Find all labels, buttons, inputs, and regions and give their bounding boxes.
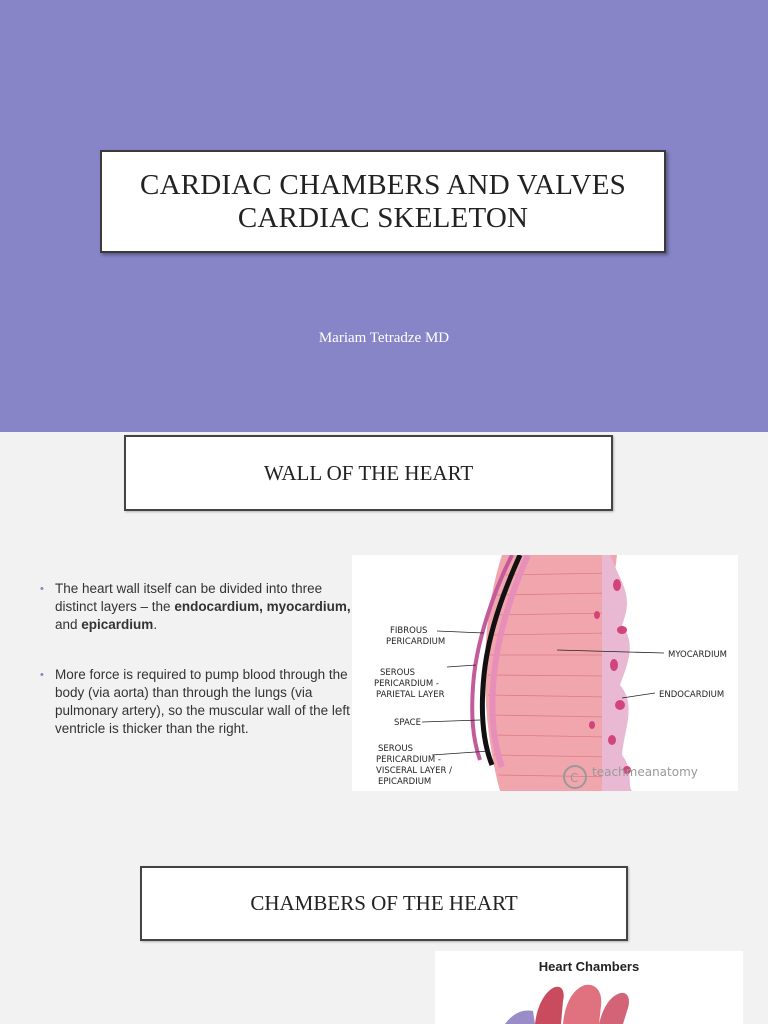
label-space: SPACE — [394, 718, 421, 728]
label-serous: PARIETAL LAYER — [376, 690, 445, 700]
label-visceral: PERICARDIUM - — [376, 755, 441, 765]
label-fibrous: PERICARDIUM — [386, 637, 446, 647]
bullet-list — [40, 580, 360, 770]
heart-wall-illustration — [352, 555, 738, 791]
bullet-item-force: • More force is required to pump blood through the body (via aorta) than through the lungs (via pulmonary artery), so the muscular wall of the left ventricle is thicker than the right. — [40, 666, 360, 738]
author-name: Mariam Tetradze MD — [318, 330, 450, 346]
bullet-text: and — [55, 617, 82, 632]
label-endocardium: ENDOCARDIUM — [659, 690, 725, 700]
heart-chambers-image — [435, 951, 743, 1024]
bullet-item-layers — [40, 580, 360, 634]
title-line-1: CARDIAC CHAMBERS AND VALVES — [140, 168, 626, 201]
heart-illustration — [435, 951, 743, 1024]
label-visceral: SEROUS — [378, 744, 413, 754]
bold-myocardium: myocardium, — [266, 599, 351, 614]
title-box — [100, 150, 666, 253]
label-visceral: VISCERAL LAYER / — [376, 766, 452, 776]
bold-endocardium: endocardium, — [174, 599, 263, 614]
bullet-text: . — [153, 617, 158, 632]
heart-chambers-title: Heart Chambers — [538, 959, 640, 974]
label-serous: PERICARDIUM - — [374, 679, 439, 689]
title-slide — [0, 0, 768, 432]
chambers-heading: CHAMBERS OF THE HEART — [140, 866, 628, 941]
bold-epicardium: epicardium — [81, 617, 154, 632]
title-line-2: CARDIAC SKELETON — [237, 201, 529, 234]
svg-text:C: C — [570, 771, 579, 785]
heart-wall-diagram — [352, 555, 738, 791]
bullet-text: The heart wall itself can be divided into three distinct layers – the — [55, 581, 323, 614]
label-myocardium: MYOCARDIUM — [668, 650, 728, 660]
label-serous: SEROUS — [380, 668, 415, 678]
watermark-text: teachmeanatomy — [592, 765, 698, 779]
label-fibrous: FIBROUS — [390, 626, 428, 636]
wall-heading: WALL OF THE HEART — [124, 435, 613, 511]
label-visceral: EPICARDIUM — [378, 777, 432, 787]
